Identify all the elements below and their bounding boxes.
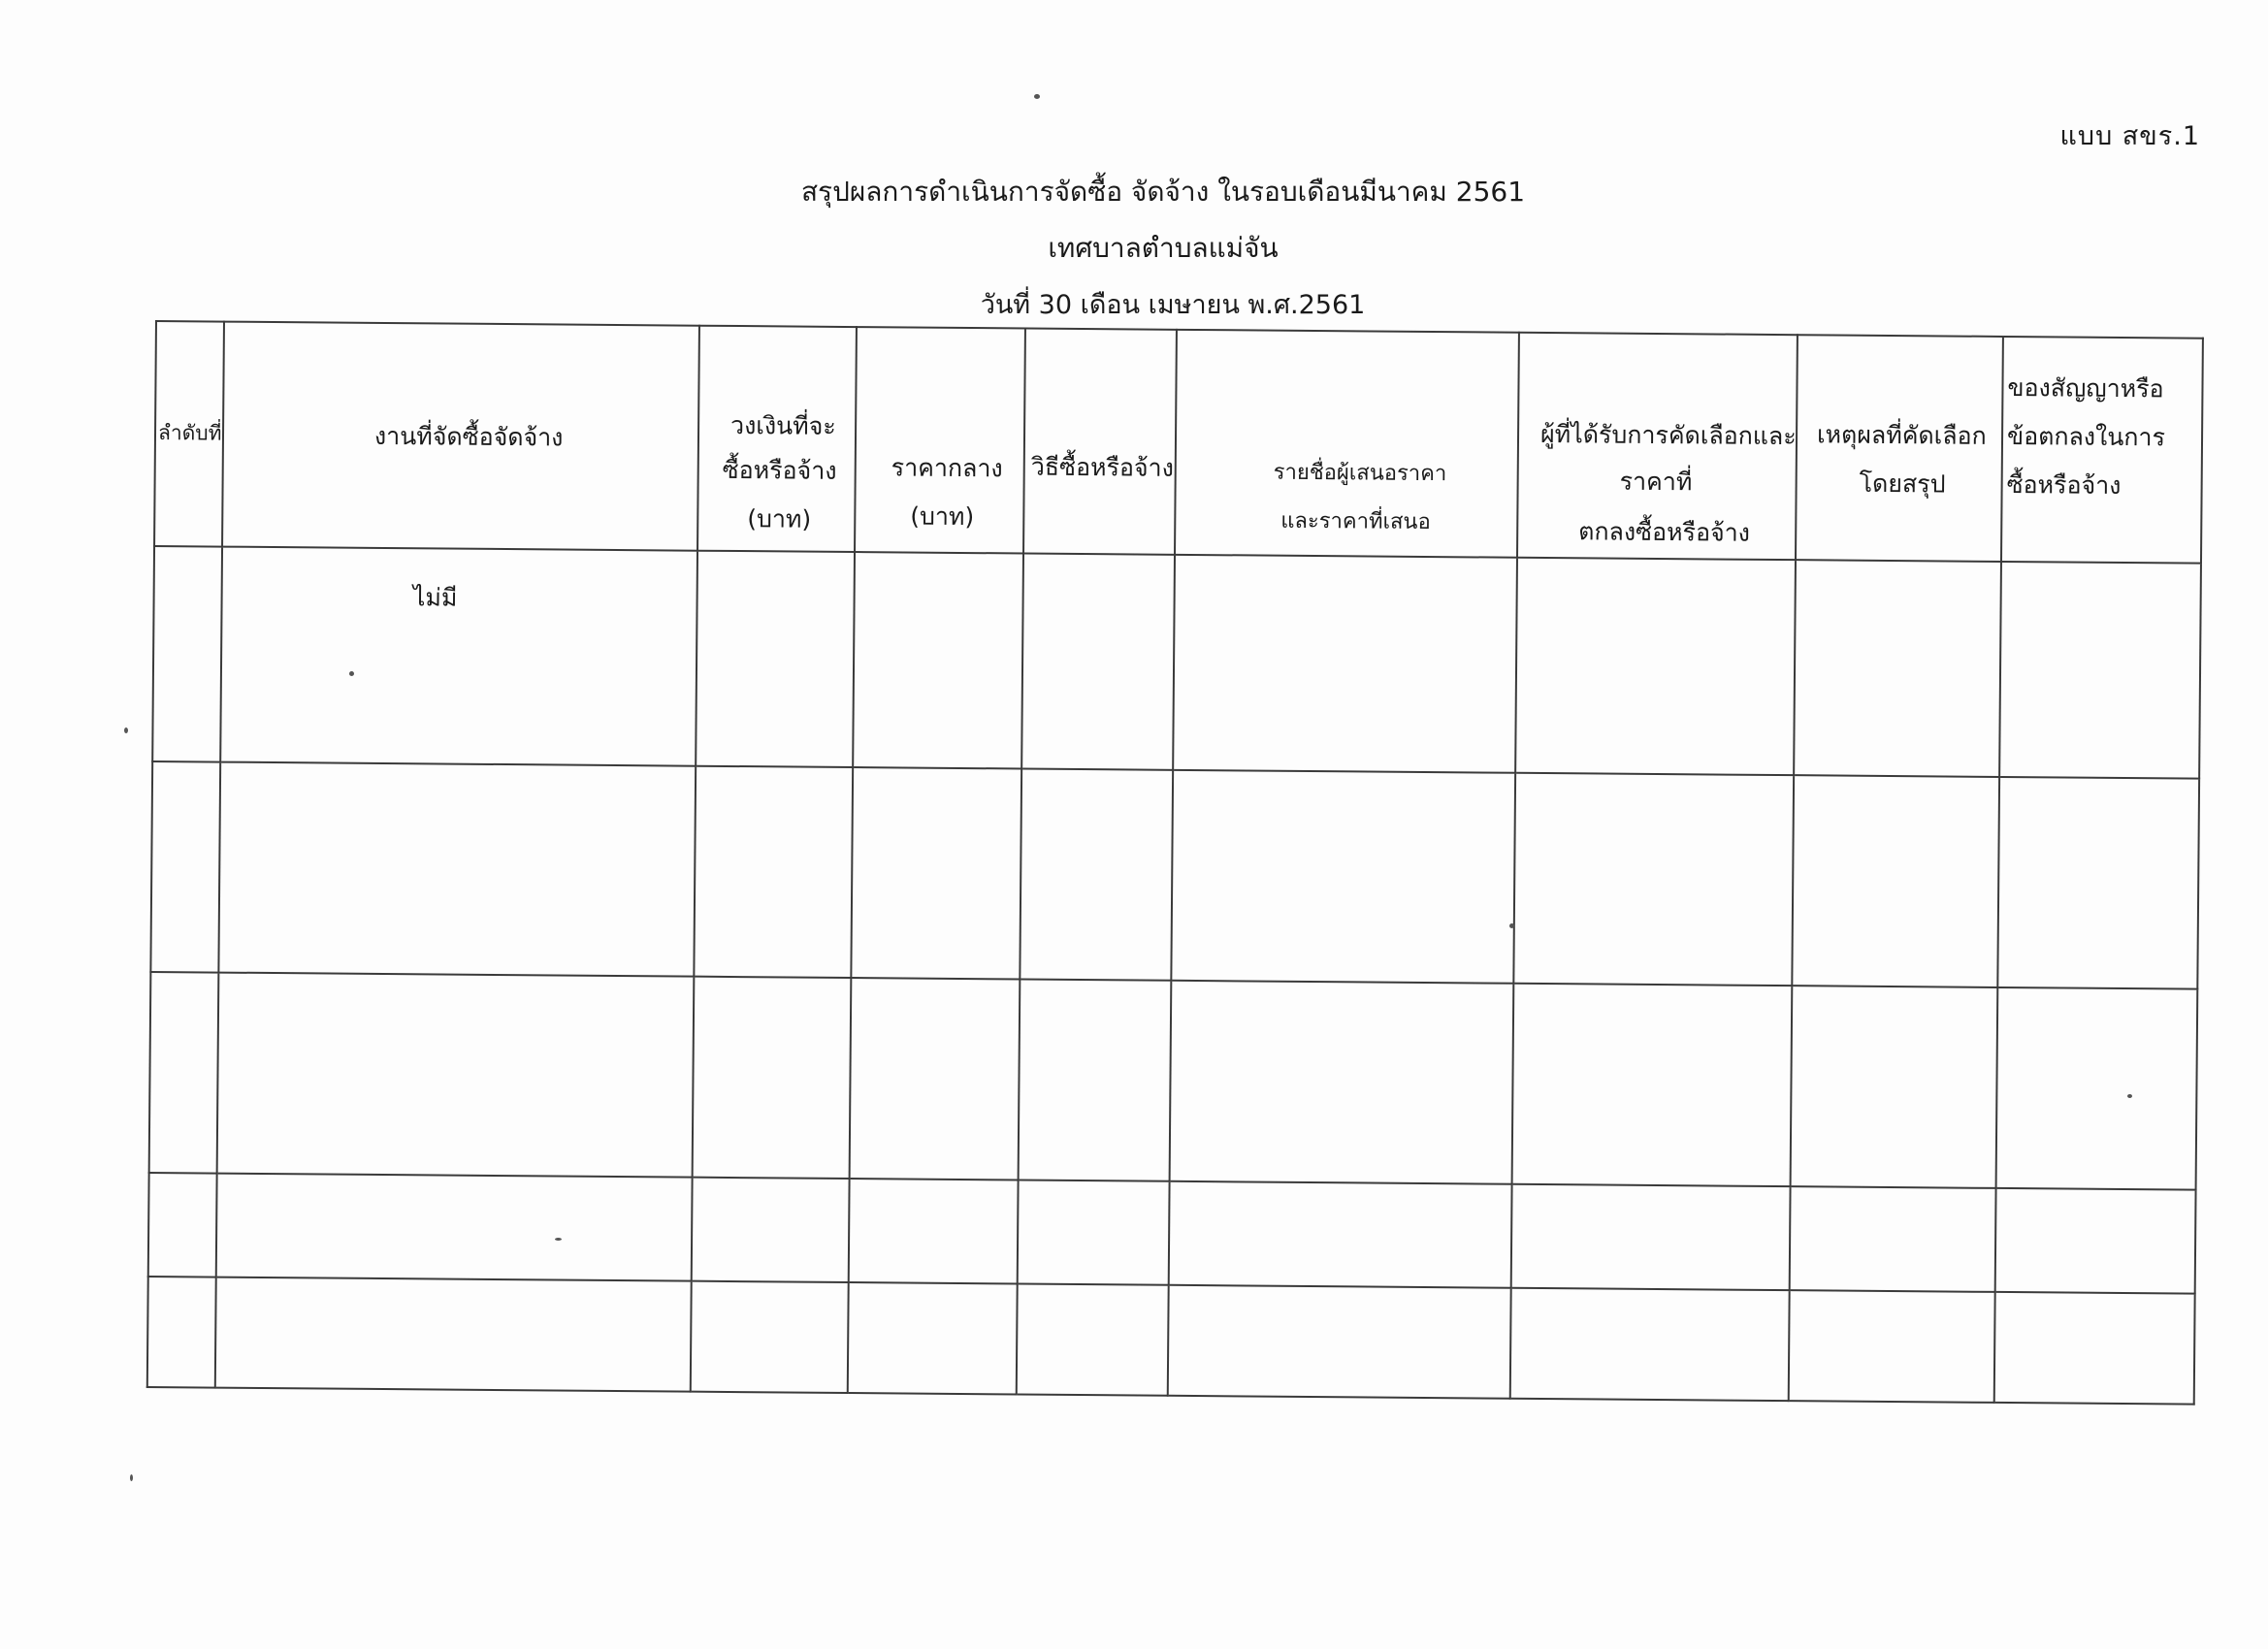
none-entry-text: ไม่มี (412, 583, 458, 612)
header-order-number (154, 321, 224, 547)
table-cell (1515, 558, 1796, 775)
scan-speck (124, 728, 128, 733)
table-cell (147, 1277, 216, 1388)
report-date: วันที่ 30 เดือน เมษายน พ.ศ.2561 (980, 290, 1366, 320)
table-cell (1173, 555, 1517, 773)
table-cell (1018, 1180, 1170, 1284)
table-cell (1789, 1290, 1995, 1403)
table-cell (1996, 987, 2198, 1190)
table-cell (220, 547, 697, 766)
table-cell (851, 767, 1021, 979)
table-cell (1791, 986, 1998, 1188)
table-cell (1021, 554, 1175, 770)
table-cell (218, 762, 696, 977)
header-procurement-work (222, 322, 699, 551)
organization-name: เทศบาลตำบลแม่จัน (1048, 232, 1279, 264)
scan-speck (349, 671, 354, 676)
header-reference-price (855, 327, 1025, 553)
table-cell (1171, 770, 1515, 984)
table-cell (1792, 775, 1999, 987)
header-procurement-method-label: วิธีซื้อหรือจ้าง (1030, 452, 1174, 482)
table-cell (1994, 1292, 2195, 1405)
scan-speck (1034, 94, 1040, 99)
table-cell (691, 1281, 849, 1393)
header-budget-line3: (บาท) (747, 504, 812, 534)
table-cell (853, 552, 1023, 768)
table-row (147, 1277, 2195, 1405)
header-selected-vendor (1517, 333, 1798, 560)
procurement-summary-table (146, 320, 2204, 1406)
header-reference-price-line1: ราคากลาง (891, 453, 1003, 483)
header-reference-price-line2: (บาท) (910, 501, 975, 532)
header-budget-line1: วงเงินที่จะ (729, 410, 836, 440)
scan-speck (555, 1238, 562, 1241)
table-cell (217, 973, 695, 1178)
table-cell (694, 766, 853, 978)
header-budget-line2: ซื้อหรือจ้าง (722, 455, 837, 485)
table-cell (1995, 1188, 2196, 1294)
table-cell (1999, 562, 2201, 779)
header-row (154, 321, 2203, 564)
header-contract-line1: ของสัญญาหรือ (2007, 372, 2164, 404)
table-row (148, 1173, 2196, 1294)
form-code: แบบ สขร.1 (2059, 121, 2200, 151)
table-cell (1017, 1283, 1169, 1395)
header-contract (2001, 337, 2203, 564)
header-procurement-method (1023, 329, 1177, 555)
header-contract-line2: ข้อตกลงในการ (2006, 421, 2166, 452)
table-cell (216, 1174, 693, 1281)
scan-speck (2127, 1094, 2132, 1098)
header-selection-reason-line1: เหตุผลที่คัดเลือก (1816, 420, 1987, 450)
header-bidders-line2: และราคาที่เสนอ (1280, 508, 1431, 535)
scan-speck (1509, 923, 1514, 928)
table-row (150, 761, 2199, 989)
header-bidders (1175, 330, 1519, 558)
table-cell (1019, 979, 1172, 1180)
table-cell (696, 551, 855, 767)
header-selected-vendor-line3: ตกลงซื้อหรือจ้าง (1578, 517, 1751, 547)
table-body (147, 546, 2201, 1405)
table-row (152, 546, 2201, 779)
document-title: สรุปผลการดำเนินการจัดซื้อ จัดจ้าง ในรอบเดือนมีนาคม 2561 (800, 176, 1526, 208)
table-cell (1170, 981, 1514, 1184)
table-cell (150, 761, 220, 973)
header-selection-reason (1796, 335, 2003, 562)
table-cell (1794, 560, 2001, 777)
header-selected-vendor-line1: ผู้ที่ได้รับการคัดเลือกและ (1539, 419, 1797, 451)
table-cell (152, 546, 222, 762)
header-procurement-work-label: งานที่จัดซื้อจัดจ้าง (373, 421, 564, 452)
table-cell (148, 1173, 217, 1277)
table-cell (1513, 773, 1794, 986)
header-selection-reason-line2: โดยสรุป (1859, 469, 1946, 499)
table-cell (850, 978, 1021, 1180)
table-cell (1511, 1184, 1791, 1290)
table-cell (848, 1282, 1018, 1394)
header-budget (697, 326, 857, 552)
table-cell (1790, 1186, 1996, 1292)
table-cell (1997, 777, 2199, 989)
table-header (154, 321, 2203, 564)
table-cell (1169, 1181, 1512, 1288)
table-cell (1020, 768, 1173, 980)
table-cell (1510, 1288, 1790, 1401)
header-selected-vendor-line2: ราคาที่ (1619, 467, 1693, 497)
table-cell (692, 1178, 850, 1282)
table-cell (1168, 1285, 1511, 1399)
table-cell (693, 977, 852, 1179)
table-cell (149, 972, 219, 1174)
table-cell (215, 1277, 692, 1392)
header-bidders-line1: รายชื่อผู้เสนอราคา (1273, 460, 1447, 487)
table-cell (849, 1179, 1019, 1283)
header-order-number-label: ลำดับที่ (157, 421, 222, 445)
header-contract-line3: ซื้อหรือจ้าง (2006, 469, 2122, 500)
table-row (149, 972, 2198, 1190)
scan-speck (130, 1474, 133, 1481)
table-cell (1512, 984, 1793, 1186)
